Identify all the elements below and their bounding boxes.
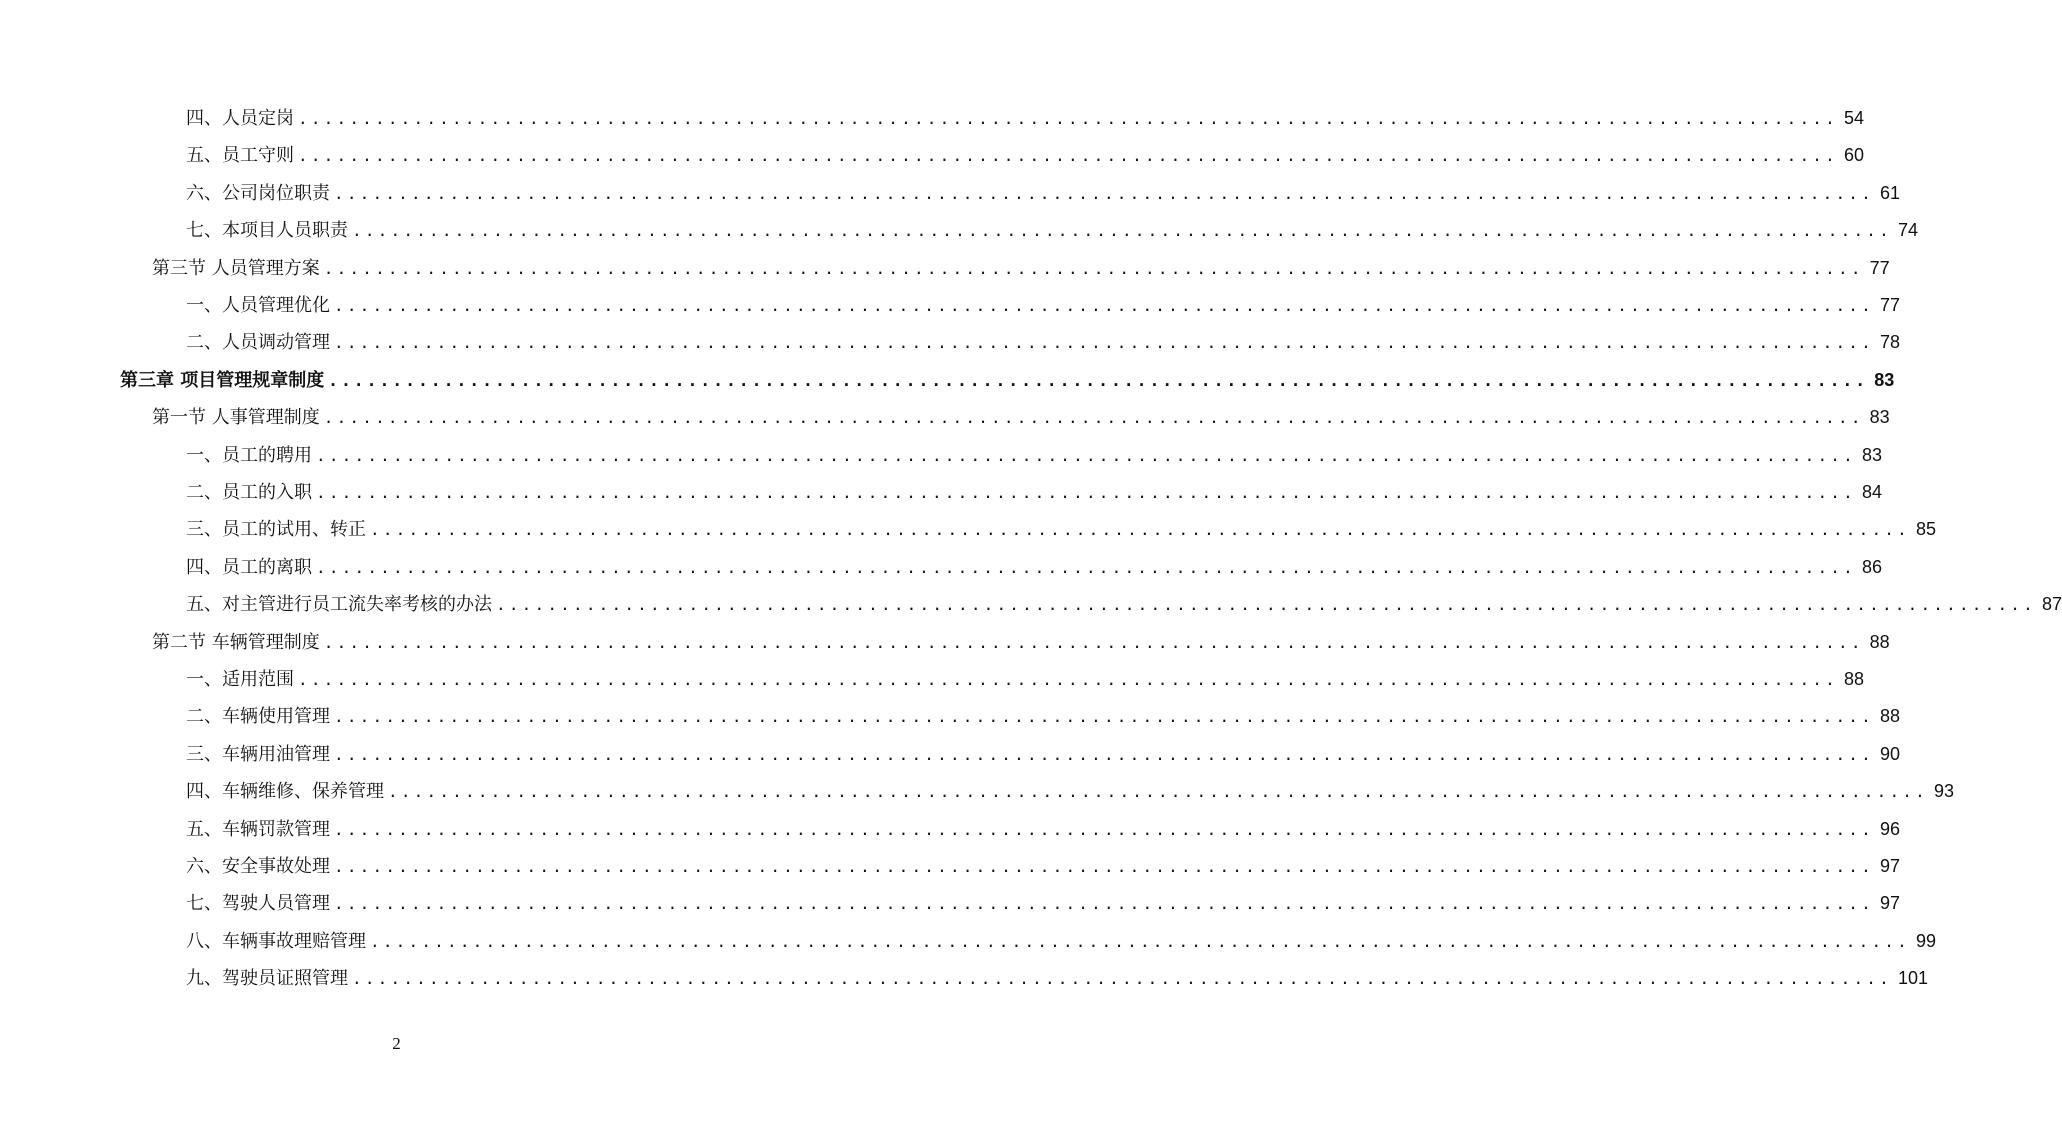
toc-dot-leader: ........................................................................................................................ (323, 258, 1864, 278)
toc-entry-page-number: 90 (1879, 743, 1900, 764)
page-number-footer: 2 (392, 1034, 401, 1053)
toc-entry-page-number: 74 (1897, 220, 1918, 241)
toc-entry-title: 八、车辆事故理赔管理 (186, 930, 366, 952)
toc-entry[interactable] (0, 137, 1864, 174)
toc-entry-title: 二、员工的入职 (186, 482, 312, 503)
toc-dot-leader: ........................................................................................................................ (316, 445, 1856, 465)
toc-entry-line (186, 474, 1882, 511)
toc-dot-leader: ........................................................................................................................ (298, 146, 1838, 166)
toc-entry-title: 六、安全事故处理 (186, 856, 330, 877)
toc-dot-leader: ........................................................................................................................ (334, 819, 1874, 839)
toc-entry-title: 第二节 车辆管理制度 (152, 631, 320, 653)
toc-entry-line (186, 848, 1900, 885)
toc-entry-title: 六、公司岗位职责 (186, 182, 330, 204)
toc-entry-line (186, 100, 1864, 137)
toc-entry[interactable] (0, 586, 2062, 623)
toc-entry-page-number: 88 (1869, 631, 1890, 652)
toc-entry-line (186, 661, 1864, 698)
toc-entry-page-number: 87 (2041, 594, 2062, 615)
toc-entry[interactable] (0, 885, 1900, 922)
toc-entry[interactable] (0, 474, 1882, 511)
toc-entry-line (186, 736, 1900, 773)
toc-dot-leader: ........................................................................................................................ (388, 782, 1928, 802)
toc-entry-title: 三、车辆用油管理 (186, 743, 330, 765)
toc-entry-line (186, 885, 1900, 922)
toc-entry-line (152, 250, 1890, 287)
toc-entry-line (186, 287, 1900, 324)
toc-entry-title: 第三节 人员管理方案 (152, 257, 320, 279)
toc-entry-title: 七、驾驶人员管理 (186, 893, 330, 915)
toc-dot-leader: ........................................................................................................................ (316, 557, 1856, 577)
toc-entry-page-number: 99 (1915, 930, 1936, 951)
toc-entry-page-number: 83 (1874, 369, 1895, 390)
toc-entry-line (152, 399, 1890, 436)
toc-entry-title: 三、员工的试用、转正 (186, 519, 366, 541)
toc-entry[interactable] (0, 848, 1900, 885)
toc-entry[interactable] (0, 811, 1900, 848)
toc-entry-line (186, 960, 1928, 997)
toc-entry-line (186, 773, 1954, 810)
toc-entry-title: 第三章 项目管理规章制度 (120, 369, 325, 391)
toc-entry-page-number: 93 (1933, 781, 1954, 802)
toc-entry[interactable] (0, 175, 1900, 212)
toc-entry-page-number: 78 (1879, 332, 1900, 353)
toc-dot-leader: ........................................................................................................................ (316, 483, 1856, 502)
toc-entry[interactable] (0, 511, 1936, 548)
toc-entry-page-number: 88 (1879, 706, 1900, 727)
toc-entry-line (186, 511, 1936, 548)
toc-entry[interactable] (0, 549, 1882, 586)
toc-entry[interactable] (0, 960, 1928, 997)
toc-entry[interactable] (0, 287, 1900, 324)
toc-entry-page-number: 83 (1869, 407, 1890, 428)
toc-entry-line (186, 586, 2062, 623)
toc-entry-title: 二、人员调动管理 (186, 332, 330, 354)
toc-entry[interactable] (0, 923, 1936, 960)
toc-entry-page-number: 77 (1869, 257, 1890, 278)
toc-entry[interactable] (0, 661, 1864, 698)
toc-entry-title: 二、车辆使用管理 (186, 706, 330, 728)
toc-entry[interactable] (0, 362, 1895, 399)
toc-entry-line (186, 549, 1882, 586)
toc-entry[interactable] (0, 212, 1918, 249)
toc-dot-leader: ........................................................................................................................ (334, 183, 1874, 203)
toc-entry-page-number: 96 (1879, 818, 1900, 839)
toc-entry-title: 四、员工的离职 (186, 556, 312, 578)
toc-entry-line (152, 624, 1890, 661)
toc-entry-title: 五、对主管进行员工流失率考核的办法 (186, 594, 492, 616)
toc-entry[interactable] (0, 698, 1900, 735)
toc-entry-title: 五、员工守则 (186, 145, 294, 167)
toc-entry-page-number: 77 (1879, 295, 1900, 315)
toc-dot-leader: ........................................................................................................................ (334, 707, 1874, 727)
toc-entry-title: 四、车辆维修、保养管理 (186, 781, 384, 803)
toc-entry[interactable] (0, 437, 1882, 474)
toc-entry-title: 一、人员管理优化 (186, 295, 330, 316)
toc-entry-page-number: 84 (1861, 482, 1882, 502)
toc-entry-page-number: 86 (1861, 556, 1882, 577)
toc-dot-leader: ........................................................................................................................ (370, 931, 1910, 951)
toc-dot-leader: ........................................................................................................................ (352, 969, 1892, 989)
toc-entry-line (120, 362, 1895, 399)
toc-dot-leader: ........................................................................................................................ (370, 520, 1910, 540)
toc-entry-line (186, 437, 1882, 474)
toc-entry-line (186, 175, 1900, 212)
toc-dot-leader: ........................................................................................................................ (334, 857, 1874, 876)
toc-entry-line (186, 923, 1936, 960)
toc-dot-leader: ........................................................................................................................ (334, 894, 1874, 914)
toc-entry[interactable] (0, 100, 1864, 137)
toc-entry-page-number: 83 (1861, 444, 1882, 465)
toc-entry-title: 四、人员定岗 (186, 108, 294, 129)
toc-entry-page-number: 54 (1843, 108, 1864, 128)
toc-entry-page-number: 85 (1915, 519, 1936, 540)
toc-dot-leader: ........................................................................................................................ (352, 221, 1892, 241)
toc-dot-leader: ........................................................................................................................ (298, 109, 1838, 128)
toc-entry-page-number: 101 (1897, 968, 1928, 989)
toc-entry[interactable] (0, 399, 1890, 436)
toc-entry-line (186, 698, 1900, 735)
toc-entry-line (186, 212, 1918, 249)
toc-entry-page-number: 88 (1843, 669, 1864, 689)
toc-entry-title: 一、员工的聘用 (186, 444, 312, 466)
toc-dot-leader: ........................................................................................................................ (334, 333, 1874, 353)
toc-entry-title: 第一节 人事管理制度 (152, 407, 320, 429)
toc-dot-leader: ........................................................................................................................ (323, 632, 1864, 652)
toc-entry[interactable] (0, 324, 1900, 361)
toc-entry-title: 九、驾驶员证照管理 (186, 968, 348, 990)
toc-entry[interactable] (0, 773, 1954, 810)
toc-entry[interactable] (0, 250, 1890, 287)
toc-entry[interactable] (0, 736, 1900, 773)
toc-entry-page-number: 60 (1843, 145, 1864, 166)
toc-dot-leader: ........................................................................................................................ (298, 670, 1838, 689)
toc-dot-leader: ........................................................................................................................ (323, 408, 1864, 428)
toc-dot-leader: ........................................................................................................................ (334, 296, 1874, 315)
toc-dot-leader: ........................................................................................................................ (496, 595, 2036, 615)
toc-entry-line (186, 324, 1900, 361)
toc-entry-page-number: 97 (1879, 893, 1900, 914)
toc-dot-leader: ........................................................................................................................ (328, 370, 1869, 390)
toc-dot-leader: ........................................................................................................................ (334, 744, 1874, 764)
toc-entry-title: 七、本项目人员职责 (186, 220, 348, 242)
toc-entry-page-number: 97 (1879, 856, 1900, 876)
toc-entry-page-number: 61 (1879, 182, 1900, 203)
toc-entry-line (186, 811, 1900, 848)
toc-entry-title: 五、车辆罚款管理 (186, 818, 330, 840)
toc-entry[interactable] (0, 624, 1890, 661)
toc-entry-line (186, 137, 1864, 174)
toc-entry-title: 一、适用范围 (186, 669, 294, 690)
